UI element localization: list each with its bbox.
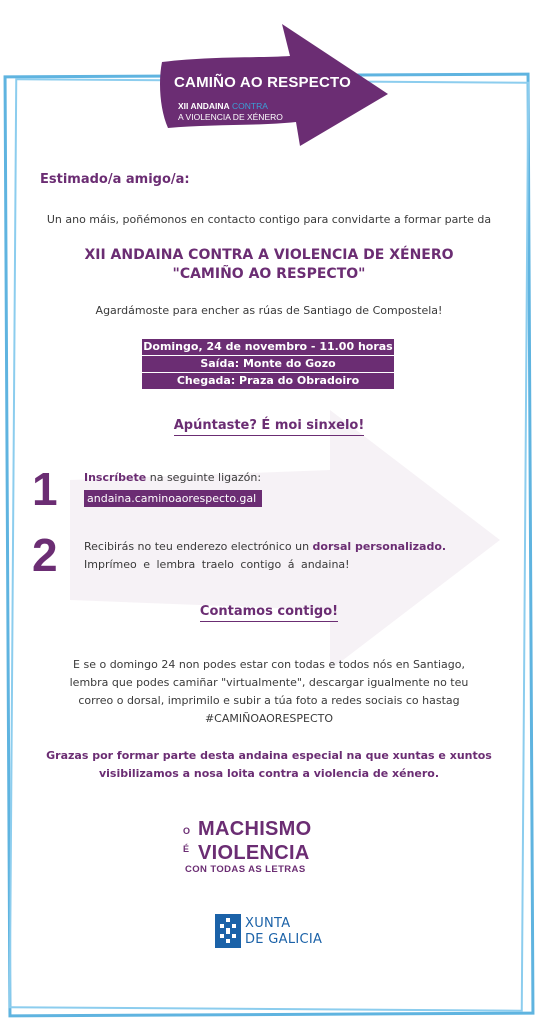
step-2-number: 2: [32, 529, 58, 581]
count-on-you-heading: Contamos contigo!: [30, 604, 508, 619]
virtual-walk-paragraph: E se o domingo 24 non podes estar con todas e todos nós en Santiago, lembra que podes camiñar "virtualmente", descargar igualmente no teu correo o dorsal, imprimilo e subir a túa foto a redes sociais co hastag #CAMIÑOAORESPECTO: [69, 658, 469, 725]
invite-text: Agardámoste para encher as rúas de Santiago de Compostela!: [95, 304, 443, 317]
xunta-name-line2: DE GALICIA: [245, 932, 323, 947]
step-2-text: Recibirás no teu enderezo electrónico un dorsal personalizado.: [84, 540, 447, 553]
event-finish-badge: Chegada: Praza do Obradoiro: [142, 373, 394, 389]
galicia-crest-icon: [215, 914, 241, 948]
slogan-small-1: O: [183, 826, 191, 836]
event-title-line2: "CAMIÑO AO RESPECTO": [172, 266, 366, 282]
xunta-name: [245, 916, 322, 948]
campaign-subtitle-line1: XII ANDAINA CONTRA: [178, 101, 268, 111]
event-date-badge: Domingo, 24 de novembro - 11.00 horas: [143, 340, 393, 353]
step-1-text: Inscríbete na seguinte ligazón:: [84, 471, 262, 484]
registration-link[interactable]: andaina.caminoaorespecto.gal: [84, 490, 262, 507]
step-1-number: 1: [32, 463, 58, 515]
campaign-subtitle-line2: A VIOLENCIA DE XÉNERO: [178, 112, 283, 122]
slogan-big-2: VIOLENCIA: [198, 842, 310, 864]
signup-heading: Apúntaste? É moi sinxelo!: [30, 418, 508, 433]
slogan-small-2: É: [183, 844, 190, 854]
slogan-line-3: CON TODAS AS LETRAS: [185, 864, 306, 875]
campaign-header: [150, 10, 390, 150]
slogan-logo: [183, 818, 373, 875]
step-2-text-line2: Imprímeo e lembra traelo contigo á andaina!: [84, 558, 350, 571]
thanks-text: Grazas por formar parte desta andaina especial na que xuntas e xuntos visibilizamos a nosa loita contra a violencia de xénero.: [46, 749, 492, 780]
campaign-title: CAMIÑO AO RESPECTO: [174, 74, 351, 91]
xunta-de-galicia-logo: [215, 914, 345, 954]
event-title: [30, 246, 508, 284]
event-start-badge: Saída: Monte do Gozo: [142, 356, 394, 372]
greeting: Estimado/a amigo/a:: [40, 172, 190, 187]
event-title-line1: XII ANDAINA CONTRA A VIOLENCIA DE XÉNERO: [84, 247, 454, 263]
xunta-name-line1: XUNTA: [245, 916, 291, 931]
slogan-big-1: MACHISMO: [198, 818, 312, 840]
intro-text: Un ano máis, poñémonos en contacto contigo para convidarte a formar parte da: [46, 213, 492, 226]
